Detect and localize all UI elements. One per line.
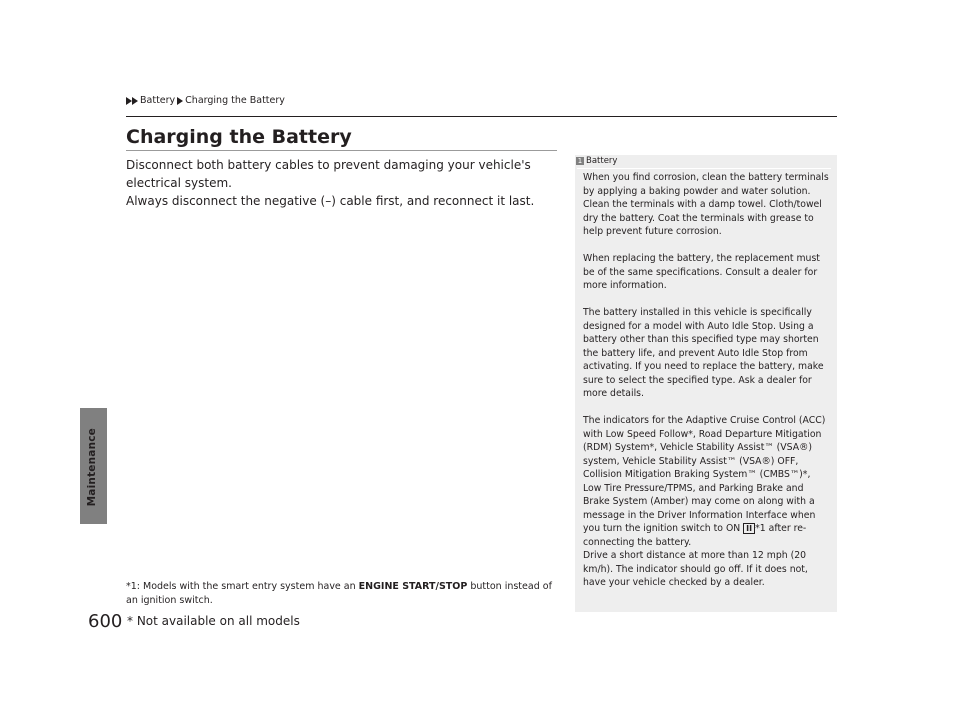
page-title: Charging the Battery (126, 126, 352, 148)
sidebar-paragraph: The battery installed in this vehicle is specifically designed for a model with Auto Idle Stop. Using a battery other than this specified type may shorten the battery life, and prevent Auto Idle Stop from activating. If you need to replace the battery, make sure to select the specified type. Ask a dealer for more details. (583, 307, 824, 399)
sidebar-text: Drive a short distance at more than 12 mph (20 km/h). The indicator should go off. If it does not, have your vehicle checked by a dealer. (583, 550, 808, 588)
header-divider (126, 116, 837, 117)
sidebar-paragraph (583, 414, 831, 590)
reference-icon: 1 (577, 157, 583, 165)
availability-note: * Not available on all models (127, 614, 300, 628)
ignition-position-badge: II (743, 523, 755, 534)
section-label: Maintenance (86, 428, 98, 507)
footnote-suffix: button instead of an ignition switch. (126, 581, 552, 606)
sidebar-divider (577, 168, 831, 169)
main-body (126, 156, 566, 210)
sidebar-paragraph: When you find corrosion, clean the battery terminals by applying a baking powder and water solution. Clean the terminals with a damp towel. Cloth/towel dry the battery. Coat the terminals with grease to help prevent future corrosion. (583, 172, 829, 237)
footnote-bold: ENGINE START/STOP (358, 581, 468, 592)
breadcrumb-item-current: Charging the Battery (185, 95, 285, 106)
breadcrumb-item-battery[interactable]: Battery (140, 95, 176, 106)
breadcrumb-arrow-icon (132, 97, 138, 105)
sidebar-heading-label[interactable]: Battery (586, 156, 618, 166)
breadcrumb-arrow-icon (177, 97, 183, 105)
sidebar-heading (576, 156, 617, 166)
footnote-prefix: *1: Models with the smart entry system have an (126, 581, 359, 592)
footnote (126, 580, 566, 608)
page-number: 600 (88, 611, 123, 632)
sidebar-text: *1 after re-connecting the battery. (583, 523, 807, 548)
sidebar-paragraph: When replacing the battery, the replacement must be of the same specifications. Consult a dealer for more information. (583, 253, 820, 291)
title-divider (126, 150, 557, 151)
body-paragraph: Disconnect both battery cables to prevent damaging your vehicle's electrical system. (126, 158, 531, 190)
breadcrumb (126, 95, 287, 106)
sidebar-body (583, 171, 831, 590)
body-paragraph: Always disconnect the negative (–) cable first, and reconnect it last. (126, 194, 535, 208)
sidebar-text: The indicators for the Adaptive Cruise Control (ACC) with Low Speed Follow*, Road Departure Mitigation (RDM) System*, Vehicle Stability Assist™ (VSA®) system, Vehicle Stability Assist™ (VSA®) OFF, Collision Mitigation Braking System™ (CMBS™)*, Low Tire Pressure/TPMS, and Parking Brake and Brake System (Amber) may come on along with a message in the Driver Information Interface when you turn the ignition switch to ON (583, 415, 826, 534)
